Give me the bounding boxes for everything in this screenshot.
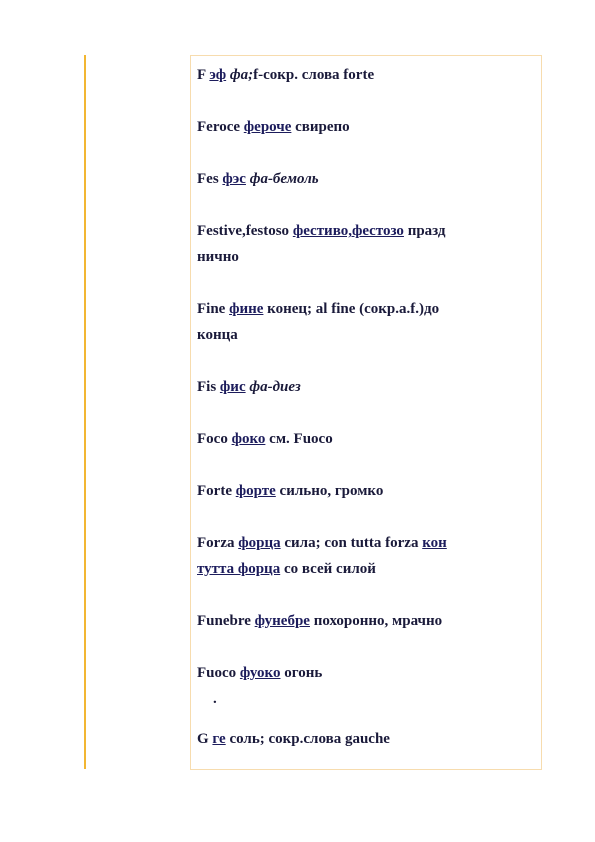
entry-term: Foco [197,431,228,447]
separator-dot: . [213,691,217,707]
entry-term: Forza [197,535,235,551]
dictionary-entries [197,62,539,752]
entry-meaning: огонь [284,665,323,681]
entry-pronunciation: эф [209,67,227,83]
entry-meaning: см. Fuoco [269,431,333,447]
entry-forte [197,478,539,504]
entry-meaning-cont: конца [197,327,238,343]
entry-meaning-cont: нично [197,249,239,265]
entry-pronunciation: фероче [243,119,292,135]
entry-meaning: похоронно, мрачно [313,613,443,629]
entry-italic: фа-диез [249,379,301,395]
margin-rule [84,55,86,769]
entry-italic: фа-бемоль [249,171,319,187]
entry-term: Fuoco [197,665,237,681]
entry-fuoco [197,660,539,686]
entry-term: Festive,festoso [197,223,290,239]
entry-meaning: празд [407,223,446,239]
entry-term: Fes [197,171,219,187]
entry-meaning-cont: со всей силой [283,561,376,577]
entry-meaning: сила; con tutta forza [284,535,419,551]
entry-meaning: сильно, громко [279,483,384,499]
entry-fis [197,374,539,400]
entry-pronunciation: форца [238,535,281,551]
entry-fine [197,296,539,348]
entry-g [197,726,539,752]
entry-pronunciation: форте [235,483,276,499]
entry-term: Fine [197,301,226,317]
entry-funebre [197,608,539,634]
entry-pronunciation-3: тутта форца [197,561,281,577]
entry-italic: фа; [229,67,254,83]
entry-pronunciation: фуоко [239,665,281,681]
entry-pronunciation-2: кон [422,535,447,551]
entry-term: Fis [197,379,217,395]
entry-meaning: f-сокр. слова forte [253,67,375,83]
entry-meaning: соль; сокр.слова gauche [229,731,390,747]
entry-pronunciation: фине [229,301,264,317]
entry-forza [197,530,539,582]
entry-pronunciation: фунебре [254,613,310,629]
entry-term: F [197,67,206,83]
entry-pronunciation: фис [219,379,246,395]
entry-foco [197,426,539,452]
entry-meaning: конец; al fine (сокр.a.f.)до [267,301,440,317]
entry-f [197,62,539,88]
entry-festive [197,218,539,270]
entry-term: Forte [197,483,232,499]
entry-term: Feroce [197,119,241,135]
entry-pronunciation: фестиво,фестозо [292,223,404,239]
entry-feroce [197,114,539,140]
entry-pronunciation: ге [212,731,226,747]
entry-pronunciation: фоко [231,431,266,447]
entry-fes [197,166,539,192]
entry-term: G [197,731,209,747]
entry-term: Funebre [197,613,251,629]
entry-pronunciation: фэс [222,171,246,187]
entry-meaning: свирепо [295,119,350,135]
